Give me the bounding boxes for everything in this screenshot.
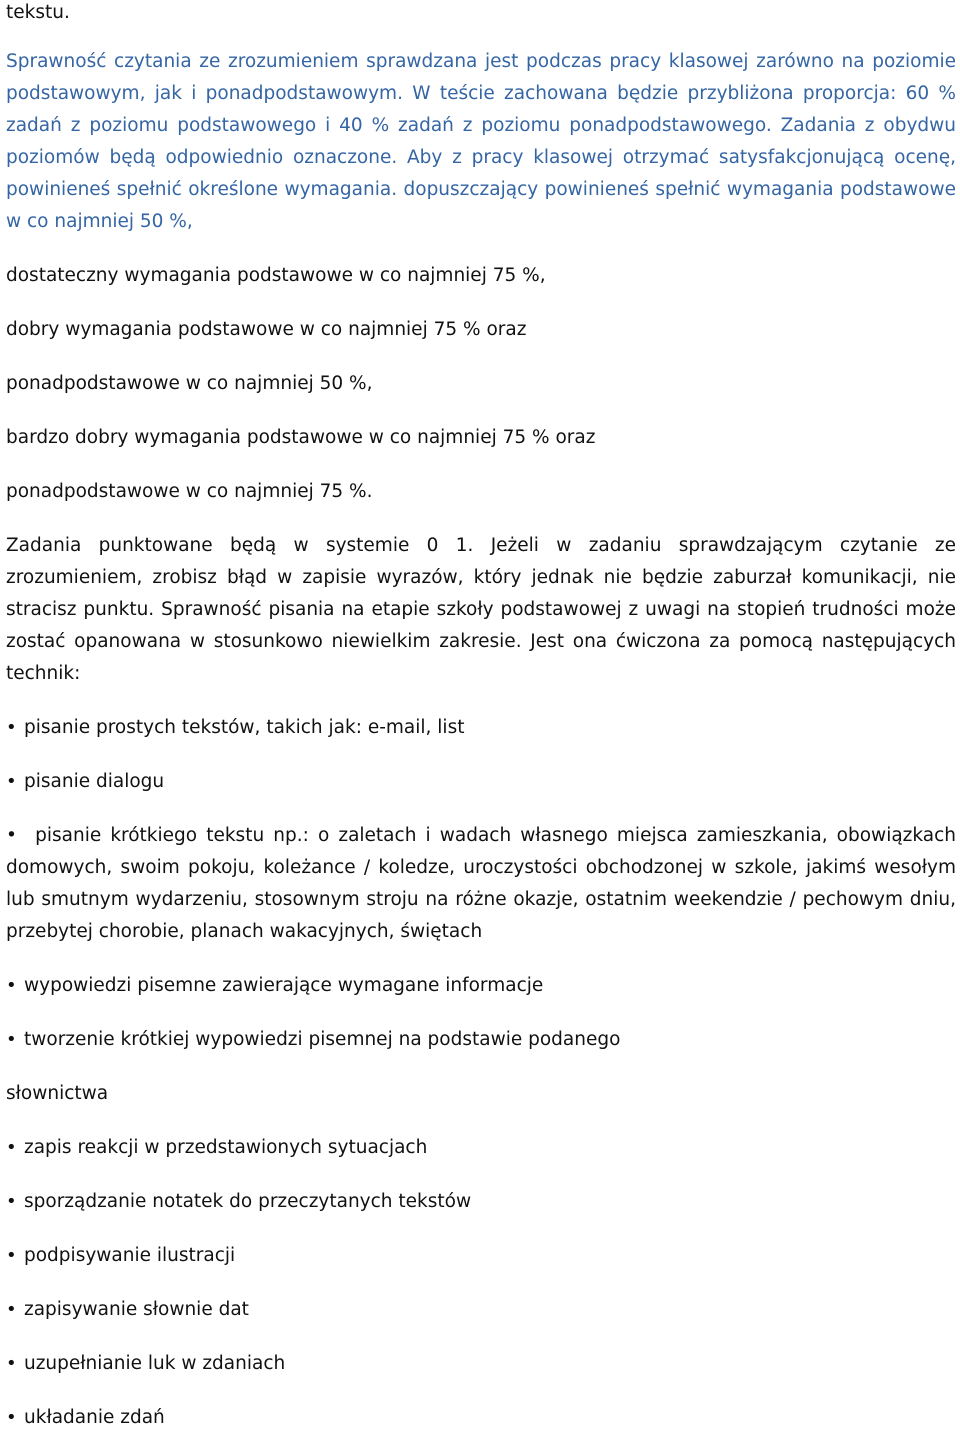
grade-line-3: ponadpodstawowe w co najmniej 50 %, bbox=[6, 373, 373, 394]
bullet-text-8: podpisywanie ilustracji bbox=[24, 1245, 236, 1266]
bullet-text-5-continuation: słownictwa bbox=[6, 1083, 109, 1104]
paragraph-2: Zadania punktowane będą w systemie 0 1. Jeżeli w zadaniu sprawdzającym czytanie ze zrozumieniem, zrobisz błąd w zapisie wyrazów, który jednak nie będzie zaburzał komunikacji, nie stracisz punktu. Sprawność pisania na etapie szkoły podstawowej z uwagi na stopień trudności może zostać opanowana w stosunkowo niewielkim zakresie. Jest ona ćwiczona za pomocą następujących technik: bbox=[6, 535, 956, 684]
bullet-glyph: • bbox=[6, 1137, 17, 1158]
paragraph-1-part-2: Aby z pracy klasowej otrzymać satysfakcjonującą ocenę, powinieneś spełnić określone wymagania. bbox=[6, 147, 957, 200]
bullet-item-2 bbox=[6, 766, 956, 798]
paragraph-1-part-3: dopuszczający powinieneś spełnić wymagania podstawowe w co najmniej 50 %, bbox=[6, 179, 956, 232]
bullet-text-4: wypowiedzi pisemne zawierające wymagane informacje bbox=[24, 975, 544, 996]
bullet-glyph: • bbox=[6, 825, 17, 846]
top-fragment: tekstu. bbox=[6, 2, 70, 23]
bullet-glyph: • bbox=[6, 771, 17, 792]
bullet-item-4 bbox=[6, 970, 956, 1002]
document-page bbox=[6, 0, 956, 1434]
grade-line-5: ponadpodstawowe w co najmniej 75 %. bbox=[6, 481, 373, 502]
bullet-text-11: układanie zdań bbox=[24, 1407, 165, 1428]
bullet-item-1 bbox=[6, 712, 956, 744]
bullet-glyph: • bbox=[6, 975, 17, 996]
bullet-item-6 bbox=[6, 1132, 956, 1164]
bullet-text-5: tworzenie krótkiej wypowiedzi pisemnej na podstawie podanego bbox=[24, 1029, 621, 1050]
bullet-text-2: pisanie dialogu bbox=[24, 771, 165, 792]
bullet-item-3 bbox=[6, 820, 956, 948]
bullet-glyph: • bbox=[6, 1029, 17, 1050]
paragraph-1 bbox=[6, 46, 956, 238]
bullet-text-9: zapisywanie słownie dat bbox=[24, 1299, 249, 1320]
bullet-glyph: • bbox=[6, 1353, 17, 1374]
bullet-text-7: sporządzanie notatek do przeczytanych tekstów bbox=[24, 1191, 472, 1212]
bullet-glyph: • bbox=[6, 717, 17, 738]
grade-line-2: dobry wymagania podstawowe w co najmniej 75 % oraz bbox=[6, 319, 527, 340]
bullet-glyph: • bbox=[6, 1245, 17, 1266]
bullet-text-6: zapis reakcji w przedstawionych sytuacjach bbox=[24, 1137, 428, 1158]
bullet-glyph: • bbox=[6, 1191, 17, 1212]
bullet-text-1: pisanie prostych tekstów, takich jak: e-mail, list bbox=[24, 717, 465, 738]
bullet-item-11 bbox=[6, 1402, 956, 1434]
bullet-item-10 bbox=[6, 1348, 956, 1380]
bullet-glyph: • bbox=[6, 1407, 17, 1428]
bullet-text-3: pisanie krótkiego tekstu np.: o zaletach i wadach własnego miejsca zamieszkania, obowiązkach domowych, swoim pokoju, koleżance / koledze, uroczystości obchodzonej w szkole, jakimś wesołym lub smutnym wydarzeniu, stosownym stroju na różne okazje, ostatnim weekendzie / pechowym dniu, przebytej chorobie, planach wakacyjnych, świętach bbox=[6, 825, 956, 942]
bullet-item-9 bbox=[6, 1294, 956, 1326]
grade-line-4: bardzo dobry wymagania podstawowe w co najmniej 75 % oraz bbox=[6, 427, 596, 448]
grade-line-1: dostateczny wymagania podstawowe w co najmniej 75 %, bbox=[6, 265, 546, 286]
paragraph-1-part-1: Sprawność czytania ze zrozumieniem sprawdzana jest podczas pracy klasowej zarówno na poziomie podstawowym, jak i ponadpodstawowym. W teście zachowana będzie przybliżona proporcja: 60 % zadań z poziomu podstawowego i 40 % zadań z poziomu ponadpodstawowego. Zadania z obydwu poziomów będą odpowiednio oznaczone. bbox=[6, 51, 956, 168]
bullet-item-8 bbox=[6, 1240, 956, 1272]
bullet-text-10: uzupełnianie luk w zdaniach bbox=[24, 1353, 286, 1374]
bullet-item-7 bbox=[6, 1186, 956, 1218]
bullet-glyph: • bbox=[6, 1299, 17, 1320]
bullet-item-5 bbox=[6, 1024, 956, 1056]
